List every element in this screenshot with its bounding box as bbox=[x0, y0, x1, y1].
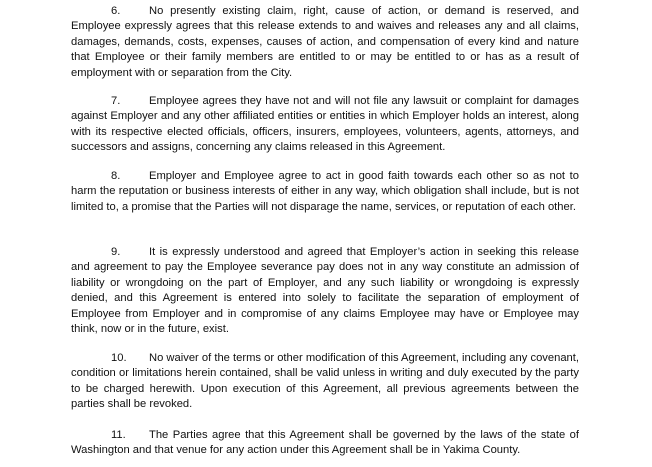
paragraph-text: No waiver of the terms or other modification of this Agreement, including any covenant, condition or limitations herein contained, shall be valid unless in writing and duly executed by the party to be charged herewith. Upon execution of this Agreement, all previous agreements between the parties shall be revoked. bbox=[71, 352, 579, 411]
paragraph-number: 10. bbox=[111, 352, 127, 364]
paragraph-10 bbox=[71, 351, 579, 413]
paragraph-text: It is expressly understood and agreed that Employer’s action in seeking this release and agreement to pay the Employee severance pay does not in any way constitute an admission of liability or wrongdoing on the part of Employer, and any such liability or wrongdoing is expressly denied, and this Agreement is entered into solely to facilitate the separation of employment of Employee from Employer and in compromise of any claims Employee may have or Employee may think, now or in the future, exist. bbox=[71, 246, 579, 336]
paragraph-6 bbox=[71, 4, 579, 81]
paragraph-number: 9. bbox=[111, 246, 121, 258]
paragraph-8 bbox=[71, 169, 579, 215]
paragraph-9 bbox=[71, 245, 579, 337]
paragraph-number: 6. bbox=[111, 5, 121, 17]
paragraph-text: Employee agrees they have not and will not file any lawsuit or complaint for damages against Employer and any other affiliated entities or entities in which Employer holds an interest, along with its respective elected officials, officers, insurers, employees, volunteers, agents, attorneys, and successors and assigns, concerning any claims released in this Agreement. bbox=[71, 95, 579, 154]
paragraph-11 bbox=[71, 428, 579, 459]
paragraph-number: 7. bbox=[111, 95, 121, 107]
paragraph-text: Employer and Employee agree to act in good faith towards each other so as not to harm the reputation or business interests of either in any way, which obligation shall include, but is not limited to, a promise that the Parties will not disparage the name, services, or reputation of each other. bbox=[71, 170, 579, 213]
paragraph-text: No presently existing claim, right, cause of action, or demand is reserved, and Employee expressly agrees that this release extends to and waives and releases any and all claims, damages, demands, costs, expenses, causes of action, and compensation of every kind and nature that Employee or their family members are entitled to or may be entitled to or has as a result of employment with or separation from the City. bbox=[71, 5, 579, 79]
paragraph-number: 11. bbox=[111, 429, 126, 441]
paragraph-text: The Parties agree that this Agreement shall be governed by the laws of the state of Washington and that venue for any action under this Agreement shall be in Yakima County. bbox=[71, 429, 579, 457]
paragraph-number: 8. bbox=[111, 170, 121, 182]
paragraph-7 bbox=[71, 94, 579, 156]
